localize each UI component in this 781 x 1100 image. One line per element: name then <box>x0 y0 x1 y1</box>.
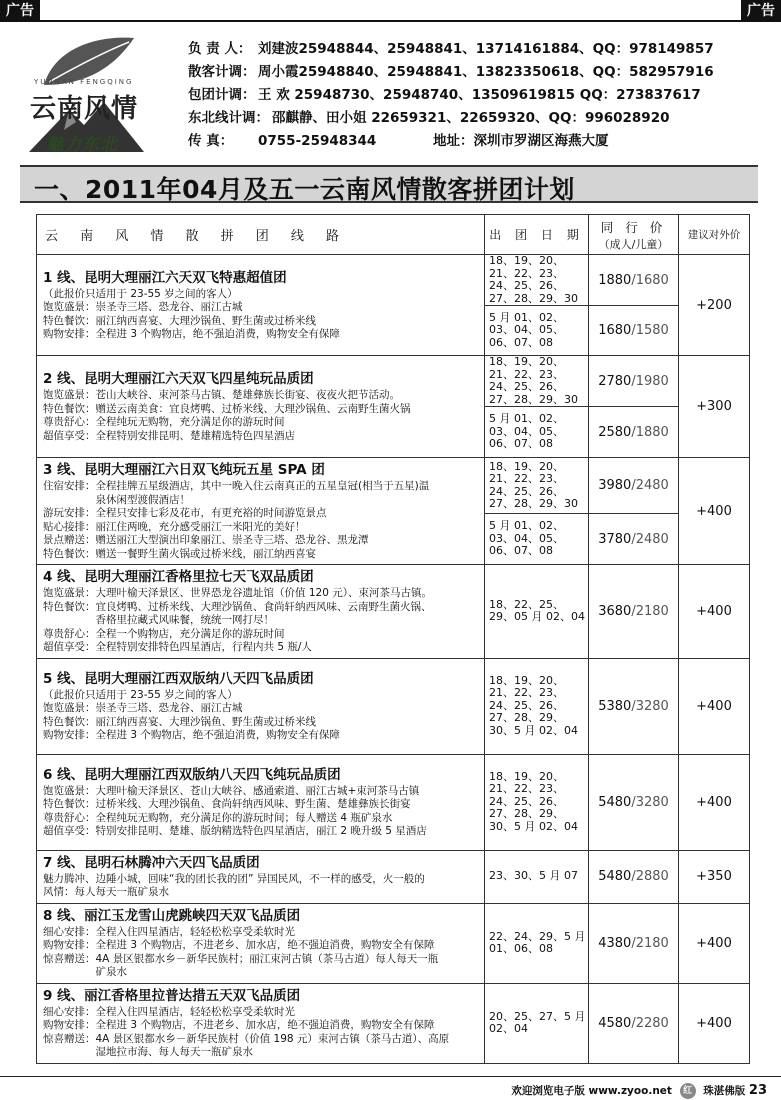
contact-row: 散客计调： 周小霞25948840、25948841、13823350618、QQ：582957916 <box>188 64 714 80</box>
route-title: 6 线、昆明大理丽江西双版纳八天四飞纯玩品质团 <box>43 766 341 783</box>
suggest-cell: +400 <box>679 658 750 754</box>
route-detail: 超值享受：全程特别安排昆明、楚雄精选特色四星酒店 <box>43 429 295 442</box>
route-detail: 特色餐饮：丽江纳西喜宴、大理沙锅鱼、野生菌或过桥米线 <box>43 715 316 728</box>
route-detail: 超值享受：特别安排昆明、楚雄、版纳精选特色四星酒店，丽江 2 晚升级 5 星酒店 <box>43 825 427 837</box>
logo-title: 云南风情 <box>30 94 139 124</box>
page-title: 一、2011年04月及五一云南风情散客拼团计划 <box>34 175 575 204</box>
route-detail: 住宿安排：全程挂牌五星级酒店，其中一晚入住云南真正的五星皇冠(相当于五星)温 <box>43 480 430 492</box>
route-title: 2 线、昆明大理丽江六天双飞四星纯玩品质团 <box>43 371 314 387</box>
logo-subtitle: YUNNAN FENGQING <box>34 78 134 86</box>
col-date: 出 团 日 期 <box>485 215 589 255</box>
date-cell: 20、25、27、5 月 02、04 <box>485 983 589 1063</box>
date-cell: 5 月 01、02、03、04、05、06、07、08 <box>485 407 589 458</box>
ad-label-right: 广告 <box>741 0 781 22</box>
ad-label-left: 广告 <box>0 0 40 22</box>
route-detail: 购物安排：全程进 3 个购物店，绝不强迫消费，购物安全有保障 <box>43 729 340 741</box>
date-cell: 22、24、29、5 月 01、06、08 <box>485 903 589 983</box>
table-body <box>37 255 750 1064</box>
route-detail: 湿地拉市海、每人每天一瓶矿泉水 <box>43 1046 253 1058</box>
footer-circle-icon: 红 <box>680 1083 696 1099</box>
route-detail: 尊贵舒心：全程纯玩无购物，充分满足你的游玩时间；每人赠送 4 瓶矿泉水 <box>43 811 393 824</box>
date-cell: 5 月 01、02、03、04、05、06、07、08 <box>485 514 589 565</box>
date-cell: 23、30、5 月 07 <box>485 850 589 903</box>
price-cell: 5480/2880 <box>589 850 679 903</box>
logo-bottom-text: 魅力东北 <box>46 135 118 155</box>
suggest-cell: +400 <box>679 983 750 1063</box>
contact-row: 东北线计调： 邵麒静、田小姐 22659321、22659320、QQ：996028920 <box>188 110 670 126</box>
route-detail: 超值享受：全程特别安排特色四星酒店，行程内共 5 瓶/人 <box>43 641 312 653</box>
route-detail: 魅力腾冲、边陲小城，回味“我的团长我的团” 异国民风，不一样的感受，火一般的 <box>43 872 425 885</box>
route-detail: 特色餐饮：赠送云南美食：宜良烤鸭、过桥米线、大理沙锅鱼、云南野生菌火锅 <box>43 402 411 415</box>
table-row <box>37 356 750 407</box>
route-detail: 饱览盛景：大理叶榆天泽景区、苍山大峡谷、感通索道、丽江古城+束河茶马古镇 <box>43 784 420 797</box>
route-detail: 景点赠送：赠送丽江大型演出印象丽江、崇圣寺三塔、恐龙谷、黑龙潭 <box>43 534 369 546</box>
route-detail: 尊贵舒心：全程一个购物店，充分满足你的游玩时间 <box>43 627 285 640</box>
route-title: 5 线、昆明大理丽江西双版纳八天四飞品质团 <box>43 670 314 687</box>
price-cell: 5380/3280 <box>589 658 679 754</box>
route-detail: 游玩安排：全程只安排七彩及花市，有更充裕的时间游览景点 <box>43 507 327 519</box>
suggest-cell: +400 <box>679 458 750 565</box>
route-cell <box>37 850 485 903</box>
table-row <box>37 255 750 306</box>
route-title: 8 线、丽江玉龙雪山虎跳峡四天双飞品质团 <box>43 907 301 924</box>
page-number: 23 <box>748 1083 767 1098</box>
price-cell: 2780/1980 <box>589 356 679 407</box>
price-cell: 4580/2280 <box>589 983 679 1063</box>
price-cell: 5480/3280 <box>589 754 679 850</box>
route-cell <box>37 458 485 565</box>
contact-row: 负 责 人： 刘建波25948844、25948841、13714161884、QQ：978149857 <box>188 41 714 57</box>
route-title: 9 线、丽江香格里拉普达措五天双飞品质团 <box>43 987 301 1004</box>
route-detail: 矿泉水 <box>43 966 127 978</box>
price-cell: 3780/2480 <box>589 514 679 565</box>
route-detail: 细心安排：全程入住四星酒店，轻轻松松享受柔软时光 <box>43 925 295 938</box>
footer-text: 欢迎浏览电子版 www.zyoo.net <box>511 1085 672 1097</box>
col-route: 云 南 风 情 散 拼 团 线 路 <box>37 215 485 255</box>
route-detail: 饱览盛景：苍山大峡谷、束河茶马古镇、楚雄彝族长街宴、夜夜火把节活动。 <box>43 389 400 401</box>
table-header-row <box>37 215 750 255</box>
page-footer <box>0 1076 781 1100</box>
route-cell <box>37 255 485 356</box>
contact-row: 包团计调： 王 欢 25948730、25948740、13509619815 QQ：273837617 <box>188 87 701 103</box>
suggest-cell: +400 <box>679 754 750 850</box>
col-price: 同 行 价 （成人/儿童） <box>589 215 679 255</box>
date-cell: 18、19、20、21、22、23、24、25、26、27、28、29、30 <box>485 356 589 407</box>
route-cell <box>37 565 485 659</box>
route-detail: 饱览盛景：大理叶榆天泽景区、世界恐龙谷遗址馆（价值 120 元）、束河茶马古镇。 <box>43 587 432 599</box>
table-row <box>37 754 750 850</box>
route-title: 7 线、昆明石林腾冲六天四飞品质团 <box>43 854 260 871</box>
route-detail: 尊贵舒心：全程纯玩无购物，充分满足你的游玩时间 <box>43 416 285 428</box>
price-cell: 3680/2180 <box>589 565 679 659</box>
table-row <box>37 565 750 659</box>
price-cell: 3980/2480 <box>589 458 679 514</box>
route-detail: 特色餐饮：丽江纳西喜宴、大理沙锅鱼、野生菌或过桥米线 <box>43 314 316 327</box>
suggest-cell: +400 <box>679 903 750 983</box>
date-cell: 18、19、20、21、22、23、24、25、26、27、28、29、30、5 月 02、04 <box>485 658 589 754</box>
price-cell: 4380/2180 <box>589 903 679 983</box>
table-row <box>37 850 750 903</box>
route-detail: 泉休闲型渡假酒店！ <box>43 493 190 506</box>
suggest-cell: +200 <box>679 255 750 356</box>
route-detail: 特色餐饮：宜良烤鸭、过桥米线、大理沙锅鱼、食尚轩纳西风味、云南野生菌火锅、 <box>43 600 432 613</box>
route-detail: 贴心接排：丽江住两晚，充分感受丽江一米阳光的美好！ <box>43 520 306 533</box>
route-detail: 特色餐饮：过桥米线、大理沙锅鱼、食尚轩纳西风味、野生菌、楚雄彝族长街宴 <box>43 798 411 810</box>
route-detail: 购物安排：全程进 3 个购物店，绝不强迫消费，购物安全有保障 <box>43 328 340 340</box>
route-detail: （此报价只适用于 23-55 岁之间的客人） <box>43 688 238 701</box>
header-rule <box>0 20 781 22</box>
route-detail: 风情：每人每天一瓶矿泉水 <box>43 886 169 898</box>
price-cell: 2580/1880 <box>589 407 679 458</box>
route-cell <box>37 983 485 1063</box>
route-detail: 惊喜赠送：4A 景区银都水乡－新华民族村（价值 198 元）束河古镇（茶马古道）、高原 <box>43 1032 450 1045</box>
table-row <box>37 983 750 1063</box>
route-cell <box>37 754 485 850</box>
footer-brand: 珠湛佛版 <box>703 1085 746 1097</box>
route-cell <box>37 903 485 983</box>
suggest-cell: +300 <box>679 356 750 458</box>
route-detail: 饱览盛景：崇圣寺三塔、恐龙谷、丽江古城 <box>43 301 243 313</box>
contact-info <box>188 38 714 153</box>
price-cell: 1680/1580 <box>589 306 679 356</box>
route-title: 3 线、昆明大理丽江六日双飞纯玩五星 SPA 团 <box>43 462 325 478</box>
route-detail: 特色餐饮：赠送一餐野生菌火锅或过桥米线，丽江纳西喜宴 <box>43 547 316 560</box>
table-row <box>37 658 750 754</box>
fax-address-row: 传 真： 0755-25948344 地址：深圳市罗湖区海燕大厦 <box>188 133 609 149</box>
date-cell: 18、19、20、21、22、23、24、25、26、27、28、29、30、5 月 02、04 <box>485 754 589 850</box>
tour-table <box>36 214 750 1064</box>
table-row <box>37 458 750 514</box>
title-banner <box>20 165 758 203</box>
price-cell: 1880/1680 <box>589 255 679 306</box>
date-cell: 5 月 01、02、03、04、05、06、07、08 <box>485 306 589 356</box>
route-cell <box>37 356 485 458</box>
col-suggest: 建议对外价 <box>679 215 750 255</box>
date-cell: 18、19、20、21、22、23、24、25、26、27、28、29、30 <box>485 255 589 306</box>
company-logo <box>24 30 164 155</box>
route-detail: 购物安排：全程进 3 个购物店，不进老乡、加水店，绝不强迫消费，购物安全有保障 <box>43 939 435 951</box>
route-detail: （此报价只适用于 23-55 岁之间的客人） <box>43 287 238 300</box>
date-cell: 18、22、25、29、05 月 02、04 <box>485 565 589 659</box>
route-title: 1 线、昆明大理丽江六天双飞特惠超值团 <box>43 269 287 286</box>
route-detail: 饱览盛景：崇圣寺三塔、恐龙谷、丽江古城 <box>43 702 243 714</box>
date-cell: 18、19、20、21、22、23、24、25、26、27、28、29、30 <box>485 458 589 514</box>
suggest-cell: +400 <box>679 565 750 659</box>
table-row <box>37 903 750 983</box>
route-detail: 香格里拉藏式风味餐，统统一网打尽！ <box>43 614 274 626</box>
route-cell <box>37 658 485 754</box>
route-detail: 购物安排：全程进 3 个购物店，不进老乡、加水店，绝不强迫消费，购物安全有保障 <box>43 1019 435 1031</box>
route-detail: 细心安排：全程入住四星酒店，轻轻松松享受柔软时光 <box>43 1005 295 1018</box>
suggest-cell: +350 <box>679 850 750 903</box>
route-title: 4 线、昆明大理丽江香格里拉七天飞双品质团 <box>43 569 314 585</box>
route-detail: 惊喜赠送：4A 景区银都水乡－新华民族村；丽江束河古镇（茶马古道）每人每天一瓶 <box>43 952 439 965</box>
